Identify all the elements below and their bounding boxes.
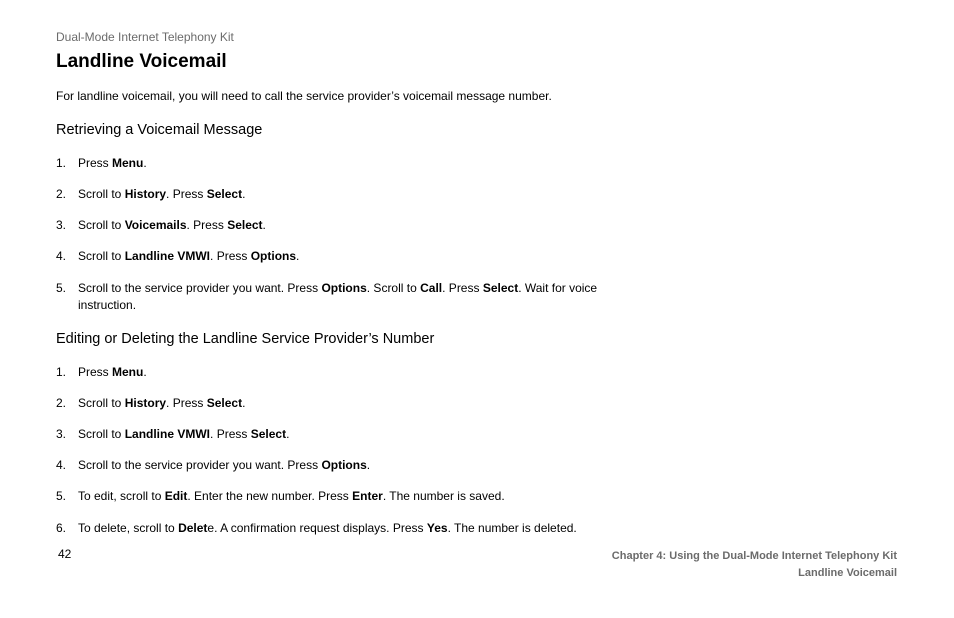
step-keyword: Yes — [426, 521, 448, 535]
step-keyword: Options — [250, 249, 297, 263]
step-keyword: History — [124, 396, 167, 410]
step-text-segment: Scroll to — [78, 427, 125, 441]
step-number: 3. — [56, 427, 67, 441]
section-heading-editing: Editing or Deleting the Landline Service Provider’s Number — [56, 331, 435, 347]
step-keyword: Edit — [164, 489, 188, 503]
step-keyword: Call — [420, 281, 443, 295]
step-text-segment: . — [296, 249, 300, 263]
step-text-segment: . The number is saved. — [382, 489, 505, 503]
step-text — [78, 520, 618, 537]
step-text-segment: . Scroll to — [366, 281, 421, 295]
step-text-segment: Scroll to — [78, 249, 125, 263]
step-text-segment: . — [143, 365, 147, 379]
step-keyword: Delet — [178, 521, 208, 535]
step-text-segment: . — [143, 156, 147, 170]
step-text-segment: . Press — [210, 427, 251, 441]
step-text-segment: . Wait for voice instruction. — [78, 281, 598, 312]
step-text-segment: . Press — [186, 218, 228, 232]
step-text-segment: . — [262, 218, 266, 232]
intro-paragraph: For landline voicemail, you will need to call the service provider’s voicemail message number. — [56, 89, 552, 103]
step-keyword: Landline VMWI — [124, 249, 211, 263]
step-text — [78, 488, 618, 505]
step-text-segment: To edit, scroll to — [78, 489, 165, 503]
step-text-segment: Scroll to — [78, 218, 125, 232]
step-text — [78, 426, 618, 443]
step-keyword: Voicemails — [124, 218, 187, 232]
step-number: 4. — [56, 458, 67, 472]
footer-section: Landline Voicemail — [798, 567, 897, 579]
step-number: 4. — [56, 249, 67, 263]
step-number: 1. — [56, 156, 67, 170]
step-text-segment: . — [242, 396, 246, 410]
running-head: Dual-Mode Internet Telephony Kit — [56, 30, 234, 44]
step-keyword: Select — [482, 281, 519, 295]
step-text — [78, 186, 618, 203]
footer-chapter: Chapter 4: Using the Dual-Mode Internet Telephony Kit — [611, 550, 897, 562]
step-keyword: Select — [227, 218, 263, 232]
step-text — [78, 364, 618, 381]
step-number: 5. — [56, 489, 67, 503]
step-text — [78, 217, 618, 234]
step-text-segment: . Press — [166, 396, 207, 410]
step-text-segment: . — [242, 187, 246, 201]
step-keyword: Options — [321, 281, 367, 295]
step-text-segment: To delete, scroll to — [78, 521, 179, 535]
step-keyword: Options — [321, 458, 367, 472]
step-keyword: Enter — [352, 489, 383, 503]
step-keyword: Menu — [112, 156, 144, 170]
step-number: 1. — [56, 365, 67, 379]
step-text-segment: Scroll to — [78, 396, 125, 410]
step-text-segment: . The number is deleted. — [447, 521, 577, 535]
step-keyword: Landline VMWI — [124, 427, 211, 441]
step-text-segment: . — [366, 458, 371, 472]
step-text — [78, 280, 618, 314]
step-text-segment: . Press — [442, 281, 483, 295]
step-number: 2. — [56, 187, 67, 201]
step-text-segment: Scroll to the service provider you want. Press — [78, 281, 322, 295]
step-keyword: Select — [206, 396, 243, 410]
step-keyword: Menu — [112, 365, 144, 379]
step-text-segment: Scroll to — [78, 187, 125, 201]
step-text — [78, 395, 618, 412]
step-number: 3. — [56, 218, 67, 232]
step-text — [78, 457, 618, 474]
step-text-segment: Scroll to the service provider you want. Press — [78, 458, 322, 472]
step-text — [78, 248, 618, 265]
step-text-segment: Press — [78, 156, 113, 170]
step-keyword: Select — [206, 187, 243, 201]
step-text-segment: . — [286, 427, 290, 441]
section-heading-retrieving: Retrieving a Voicemail Message — [56, 122, 263, 138]
step-keyword: History — [124, 187, 167, 201]
footer — [612, 548, 897, 582]
step-text-segment: . Press — [210, 249, 251, 263]
step-text-segment: e. A confirmation request displays. Press — [207, 521, 427, 535]
step-text-segment: Press — [78, 365, 113, 379]
step-number: 2. — [56, 396, 67, 410]
step-number: 5. — [56, 281, 67, 295]
page-title: Landline Voicemail — [56, 51, 227, 72]
step-text — [78, 155, 618, 172]
step-text-segment: . Press — [166, 187, 207, 201]
step-text-segment: . Enter the new number. Press — [187, 489, 353, 503]
step-keyword: Select — [250, 427, 287, 441]
step-number: 6. — [56, 521, 67, 535]
page-number: 42 — [58, 547, 72, 561]
